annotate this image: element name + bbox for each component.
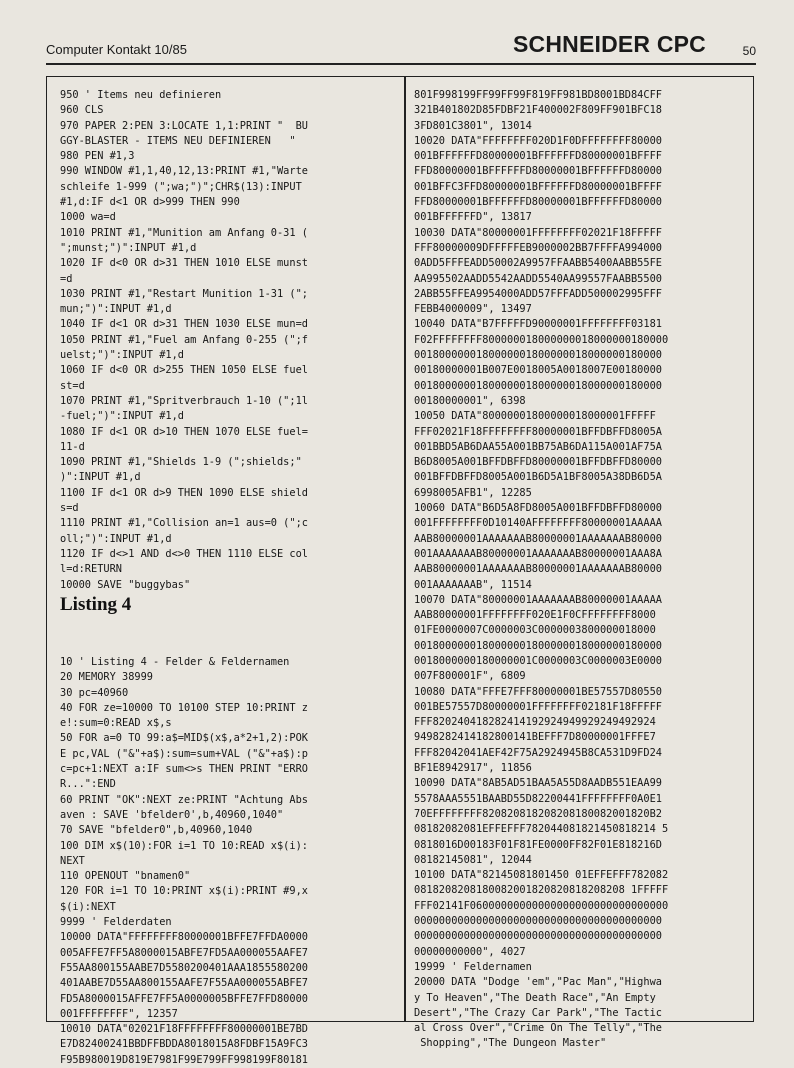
code-line: FFF80000009DFFFFFEB9000002BB7FFFFA994000	[414, 241, 662, 254]
code-line: 401AABE7D55AA800155AAFE7F55AA000055ABFE7	[60, 977, 308, 990]
code-line: FFF820240418282414192924949929249492924	[414, 716, 656, 729]
code-line: 1050 PRINT #1,"Fuel am Anfang 0-255 (";f	[60, 333, 308, 346]
code-line: 1090 PRINT #1,"Shields 1-9 (";shields;"	[60, 456, 302, 469]
listing-4-code	[60, 655, 390, 1068]
code-line: st=d	[60, 379, 85, 392]
code-line: 3FD801C3801", 13014	[414, 119, 532, 132]
code-line: l=d:RETURN	[60, 563, 122, 576]
code-line: c=pc+1:NEXT a:IF sum<>s THEN PRINT "ERRO	[60, 763, 308, 776]
code-line: 2ABB55FFEA9954000ADD57FFFADD500002995FFF	[414, 287, 662, 300]
code-line: al Cross Over","Crime On The Telly","The	[414, 1022, 662, 1035]
code-line: 1110 PRINT #1,"Collision an=1 aus=0 (";c	[60, 517, 308, 530]
code-line: F02FFFFFFFF800000018000000018000000180000	[414, 333, 669, 346]
code-line: 001FFFFFFFF0D10140AFFFFFFFF80000001AAAAA	[414, 517, 662, 530]
code-line: 007F800001F", 6809	[414, 670, 526, 683]
code-line: FFD80000001BFFFFFFD80000001BFFFFFFD80000	[414, 196, 662, 209]
code-line: E pc,VAL ("&"+a$):sum=sum+VAL ("&"+a$):p	[60, 747, 308, 760]
code-line: 01FE0000007C0000003C0000003800000018000	[414, 624, 656, 637]
code-line: 0000000000000000000000000000000000000000	[414, 915, 662, 928]
code-line: 70EFFFFFFFF820820818208208180082001820B2	[414, 807, 662, 820]
code-line: 10000 SAVE "buggybas"	[60, 578, 191, 591]
code-line: AAB80000001FFFFFFFF020E1F0CFFFFFFFF8000	[414, 609, 656, 622]
code-line: oll;")":INPUT #1,d	[60, 532, 172, 545]
code-line: 001BFFC3FFD80000001BFFFFFFD80000001BFFFF	[414, 180, 662, 193]
code-line: 9999 ' Felderdaten	[60, 916, 172, 929]
code-line: 1020 IF d<0 OR d>31 THEN 1010 ELSE munst	[60, 257, 308, 270]
code-line: 0018000000180000001800000018000000180000	[414, 379, 662, 392]
code-line: 20000 DATA "Dodge 'em","Pac Man","Highwa	[414, 976, 662, 989]
code-line: $(i):NEXT	[60, 900, 116, 913]
code-line: 001BE57557D80000001FFFFFFFF02181F18FFFFF	[414, 700, 662, 713]
code-line: 40 FOR ze=10000 TO 10100 STEP 10:PRINT z	[60, 701, 308, 714]
code-line: 1000 wa=d	[60, 211, 116, 224]
column-divider	[404, 76, 406, 1022]
code-line: 10020 DATA"FFFFFFFF020D1F0DFFFFFFFF80000	[414, 134, 662, 147]
code-line: 1060 IF d<0 OR d>255 THEN 1050 ELSE fuel	[60, 364, 308, 377]
code-line: 001BBD5AB6DAA55A001BB75AB6DA115A001AF75A	[414, 440, 662, 453]
code-line: 70 SAVE "bfelder0",b,40960,1040	[60, 824, 253, 837]
code-line: AA995502AADD5542AADD5540AA99557FAABB5500	[414, 272, 662, 285]
code-line: 0818016D00183F01F81FE0000FF82F01E818216D	[414, 838, 662, 851]
code-line: AAB80000001AAAAAAAB80000001AAAAAAAB80000	[414, 563, 662, 576]
code-line: 10 ' Listing 4 - Felder & Feldernamen	[60, 656, 290, 668]
code-line: 60 PRINT "OK":NEXT ze:PRINT "Achtung Abs	[60, 793, 308, 806]
code-line: #1,d:IF d<1 OR d>999 THEN 990	[60, 196, 240, 209]
code-line: 9498282414182800141BEFFF7D80000001FFFE7	[414, 731, 656, 744]
code-line: GGY-BLASTER - ITEMS NEU DEFINIEREN "	[60, 134, 296, 147]
code-line: 00180000001B007E0018005A0018007E00180000	[414, 364, 662, 377]
code-line: 0018000000180000001C0000003C0000003E0000	[414, 654, 662, 667]
code-line: 0018000000180000001800000018000000180000	[414, 639, 662, 652]
code-line: BF1E8942917", 11856	[414, 762, 532, 775]
code-line: 1100 IF d<1 OR d>9 THEN 1090 ELSE shield	[60, 486, 308, 499]
code-line: 10060 DATA"B6D5A8FD8005A001BFFDBFFD80000	[414, 502, 662, 515]
code-line: aven : SAVE 'bfelder0',b,40960,1040"	[60, 808, 284, 821]
code-line: 50 FOR a=0 TO 99:a$=MID$(x$,a*2+1,2):POK	[60, 732, 308, 745]
code-line: 1070 PRINT #1,"Spritverbrauch 1-10 (";1l	[60, 394, 308, 407]
code-line: y To Heaven","The Death Race","An Empty	[414, 991, 656, 1004]
code-line: 11-d	[60, 440, 85, 453]
page-number: 50	[742, 44, 756, 58]
code-line: AAB80000001AAAAAAAB80000001AAAAAAAB80000	[414, 532, 662, 545]
code-line: 10040 DATA"B7FFFFFD90000001FFFFFFFF03181	[414, 318, 662, 331]
code-line: 1080 IF d<1 OR d>10 THEN 1070 ELSE fuel=	[60, 425, 308, 438]
code-line: 001FFFFFFFF", 12357	[60, 1007, 178, 1020]
code-line: 110 OPENOUT "bnamen0"	[60, 870, 191, 883]
code-line: )":INPUT #1,d	[60, 471, 141, 484]
code-line: Desert","The Crazy Car Park","The Tactic	[414, 1006, 662, 1019]
code-line: 0ADD5FFFEADD50002A9957FFAABB5400AABB55FE	[414, 257, 662, 270]
code-line: FFF02141F06000000000000000000000000000000	[414, 899, 669, 912]
code-line: 120 FOR i=1 TO 10:PRINT x$(i):PRINT #9,x	[60, 885, 308, 898]
code-line: 001BFFFFFFD", 13817	[414, 211, 532, 224]
code-line: B6D8005A001BFFDBFFD80000001BFFDBFFD80000	[414, 456, 662, 469]
code-line: 10050 DATA"80000001800000018000001FFFFF	[414, 410, 656, 423]
code-line: E7D82400241BBDFFBDDA8018015A8FDBF15A9FC3	[60, 1038, 308, 1051]
code-line: F55AA800155AABE7D5580200401AAA1855580200	[60, 961, 308, 974]
code-line: 08182082081EFFEFFF782044081821450818214 5	[414, 823, 669, 836]
code-line: Shopping","The Dungeon Master"	[414, 1037, 607, 1050]
code-line: F95B980019D819E7981F99E799FF998199F80181	[60, 1053, 308, 1066]
code-line: 100 DIM x$(10):FOR i=1 TO 10:READ x$(i):	[60, 839, 308, 852]
code-line: R...":END	[60, 778, 116, 791]
code-line: ";munst;")":INPUT #1,d	[60, 241, 197, 254]
code-line: 1040 IF d<1 OR d>31 THEN 1030 ELSE mun=d	[60, 318, 308, 331]
header-rule	[46, 63, 756, 65]
code-line: 10090 DATA"8AB5AD51BAA5A55D8AADB551EAA99	[414, 777, 662, 790]
code-line: 6998005AFB1", 12285	[414, 486, 532, 499]
code-line: FFD80000001BFFFFFFD80000001BFFFFFFD80000	[414, 165, 662, 178]
code-line: 30 pc=40960	[60, 686, 129, 699]
code-line: e!:sum=0:READ x$,s	[60, 717, 172, 730]
code-line: 0000000000000000000000000000000000000000	[414, 930, 662, 943]
code-line: FFF02021F18FFFFFFFF80000001BFFDBFFD8005A	[414, 425, 662, 438]
code-line: 1120 IF d<>1 AND d<>0 THEN 1110 ELSE col	[60, 547, 308, 560]
code-line: mun;")":INPUT #1,d	[60, 303, 172, 316]
listing-3-code	[60, 88, 390, 593]
code-line: 08182145081", 12044	[414, 853, 532, 866]
code-line: 950 ' Items neu definieren	[60, 89, 222, 101]
magazine-issue: Computer Kontakt 10/85	[46, 42, 187, 57]
code-line: 801F998199FF99FF99F819FF981BD8001BD84CFF	[414, 89, 662, 101]
code-line: 20 MEMORY 38999	[60, 671, 153, 684]
code-line: 5578AAA5551BAABD55D82200441FFFFFFFF0A0E1	[414, 792, 662, 805]
code-line: 10070 DATA"80000001AAAAAAAB80000001AAAAA	[414, 593, 662, 606]
code-line: 10080 DATA"FFFE7FFF80000001BE57557D80550	[414, 685, 662, 698]
code-line: 10030 DATA"80000001FFFFFFFF02021F18FFFFF	[414, 226, 662, 239]
code-line: 10100 DATA"82145081801450 01EFFEFFF782082	[414, 869, 669, 882]
code-line: schleife 1-999 (";wa;")";CHR$(13):INPUT	[60, 180, 302, 193]
code-line: FD5A8000015AFFE7FF5A0000005BFFE7FFD80000	[60, 992, 308, 1005]
code-line: 970 PAPER 2:PEN 3:LOCATE 1,1:PRINT " BU	[60, 119, 308, 132]
code-line: 10000 DATA"FFFFFFFF80000001BFFE7FFDA0000	[60, 931, 308, 944]
code-line: NEXT	[60, 854, 85, 867]
code-line: 001AAAAAAAB", 11514	[414, 578, 532, 591]
code-line: 960 CLS	[60, 104, 104, 117]
code-line: s=d	[60, 502, 79, 515]
code-line: 001BFFFFFFD80000001BFFFFFFD80000001BFFFF	[414, 150, 662, 163]
code-line: 1030 PRINT #1,"Restart Munition 1-31 (";	[60, 287, 308, 300]
code-line: FEBB4000009", 13497	[414, 303, 532, 316]
code-line: 001BFFDBFFD8005A001B6D5A1BF8005A38DB6D5A	[414, 471, 662, 484]
code-line: uelst;")":INPUT #1,d	[60, 349, 184, 362]
code-line: 1010 PRINT #1,"Munition am Anfang 0-31 (	[60, 226, 308, 239]
code-line: =d	[60, 272, 73, 285]
code-line: 10010 DATA"02021F18FFFFFFFF80000001BE7BD	[60, 1023, 308, 1036]
code-line: -fuel;")":INPUT #1,d	[60, 410, 184, 423]
page-header	[46, 32, 756, 72]
listing-4-heading: Listing 4	[60, 594, 132, 615]
code-line: 00000000000", 4027	[414, 945, 526, 958]
code-line: 001AAAAAAAB80000001AAAAAAAB80000001AAA8A	[414, 547, 662, 560]
code-line: 321B401802D85FDBF21F400002F809FF901BFC18	[414, 104, 662, 117]
code-line: 0018000000180000001800000018000000180000	[414, 349, 662, 362]
code-line: 990 WINDOW #1,1,40,12,13:PRINT #1,"Warte	[60, 165, 308, 178]
section-title: SCHNEIDER CPC	[512, 31, 706, 57]
code-line: FFF82042041AEF42F75A2924945B8CA531D9FD24	[414, 746, 662, 759]
code-line: 00180000001", 6398	[414, 394, 526, 407]
code-line: 005AFFE7FF5A8000015ABFE7FD5AA000055AAFE7	[60, 946, 308, 959]
code-line: 19999 ' Feldernamen	[414, 960, 532, 973]
code-line: 0818208208180082001820820818208208 1FFFFF	[414, 884, 669, 897]
listing-4-data-code	[414, 88, 744, 1052]
code-line: 980 PEN #1,3	[60, 150, 135, 163]
